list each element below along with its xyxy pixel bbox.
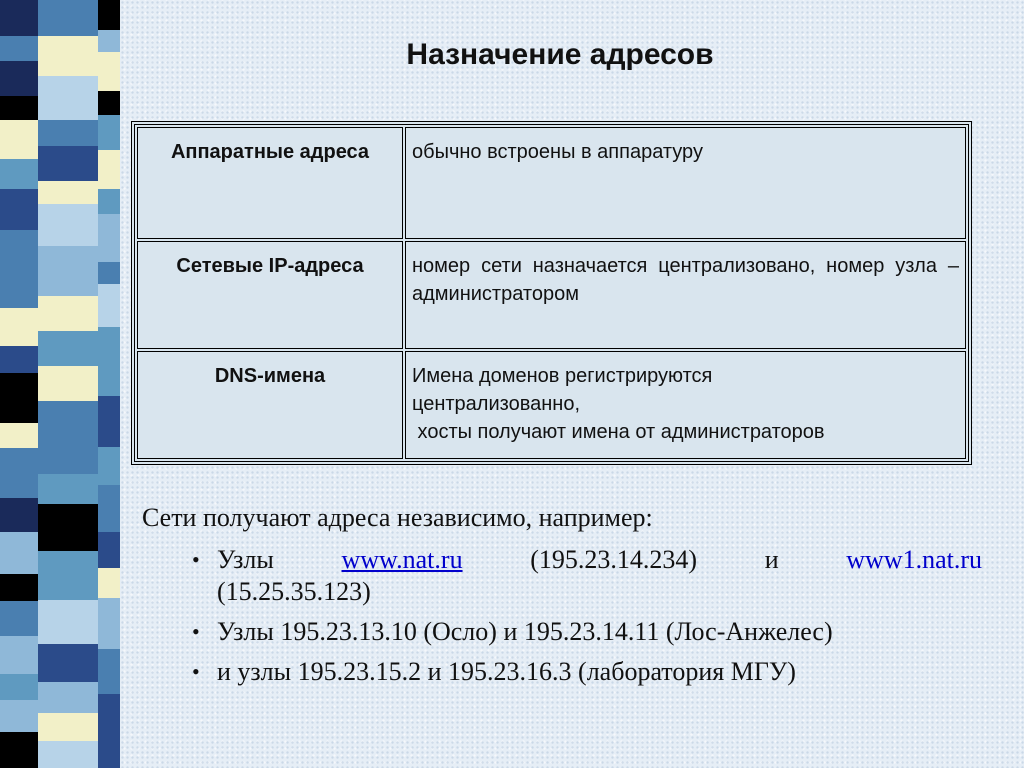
stripe-block [0, 574, 38, 601]
stripe-block [98, 694, 120, 720]
stripe-block [38, 551, 98, 600]
row-text-hardware: обычно встроены в аппаратуру [405, 127, 966, 239]
stripe-block [0, 308, 38, 346]
stripe-block [0, 636, 38, 674]
stripe-block [98, 327, 120, 368]
stripe-block [38, 0, 98, 36]
dns-text-line: централизованно, [412, 393, 581, 415]
bullet-icon: • [192, 619, 200, 644]
stripe-block [98, 0, 120, 30]
row-label-hardware: Аппаратные адреса [137, 127, 403, 239]
stripe-block [98, 649, 120, 694]
dns-text-line: Имена доменов регистрируются [412, 365, 713, 387]
stripe-block [38, 204, 98, 246]
stripe-block [98, 532, 120, 568]
address-table [131, 121, 972, 465]
stripe-block [38, 296, 98, 331]
stripe-block [0, 36, 38, 61]
stripe-block [0, 346, 38, 373]
stripe-block [38, 120, 98, 146]
row-label-dns: DNS-имена [137, 351, 403, 459]
row-label-ip: Сетевые IP-адреса [137, 241, 403, 349]
stripe-block [0, 189, 38, 230]
decorative-stripe-border [0, 0, 120, 768]
stripe-block [0, 532, 38, 574]
stripe-block [38, 246, 98, 296]
stripe-block [0, 700, 38, 732]
stripe-block [0, 159, 38, 189]
stripe-block [38, 504, 98, 551]
list-item [142, 544, 982, 608]
stripe-block [98, 368, 120, 396]
stripe-block [38, 181, 98, 204]
stripe-block [98, 568, 120, 598]
bullet-word: Узлы [217, 545, 274, 574]
stripe-block [0, 498, 38, 532]
dns-text-line: хосты получают имена от администраторов [412, 421, 825, 443]
stripe-block [0, 120, 38, 159]
bullet-text: и узлы 195.23.15.2 и 195.23.16.3 (лаборатория МГУ) [217, 657, 796, 686]
stripe-block [0, 96, 38, 120]
stripe-block [38, 600, 98, 644]
bullet-list [142, 544, 982, 688]
table-row [137, 241, 966, 349]
stripe-block [38, 644, 98, 682]
stripe-block [0, 732, 38, 756]
link-nat-ru[interactable]: www.nat.ru [341, 545, 463, 574]
list-item [142, 616, 982, 648]
stripe-block [38, 36, 98, 76]
conjunction: и [764, 545, 779, 574]
ip-address: (195.23.14.234) [530, 545, 698, 574]
notes-section [142, 500, 982, 696]
bullet-icon: • [192, 659, 200, 684]
ip-address: (15.25.35.123) [217, 577, 371, 606]
stripe-block [98, 485, 120, 532]
stripe-block [38, 331, 98, 366]
stripe-block [38, 401, 98, 430]
stripe-block [98, 262, 120, 284]
row-text-dns [405, 351, 966, 459]
stripe-block [0, 373, 38, 423]
stripe-block [0, 423, 38, 448]
stripe-block [38, 76, 98, 120]
stripe-block [0, 448, 38, 498]
link-www1-nat-ru[interactable]: www1.nat.ru [846, 545, 983, 574]
stripe-block [0, 0, 38, 36]
stripe-block [38, 366, 98, 401]
stripe-block [98, 621, 120, 649]
stripe-block [98, 598, 120, 621]
stripe-block [98, 150, 120, 189]
stripe-block [38, 474, 98, 504]
slide-title: Назначение адресов [406, 38, 714, 71]
stripe-block [0, 266, 38, 308]
stripe-block [98, 423, 120, 447]
stripe-block [38, 713, 98, 741]
stripe-block [98, 91, 120, 115]
table-row [137, 127, 966, 239]
stripe-block [98, 189, 120, 214]
stripe-block [98, 396, 120, 423]
bullet-icon: • [192, 547, 200, 572]
stripe-block [98, 214, 120, 262]
stripe-block [98, 52, 120, 91]
stripe-block [0, 756, 38, 768]
stripe-block [0, 61, 38, 96]
bullet-text: Узлы 195.23.13.10 (Осло) и 195.23.14.11 (Лос-Анжелес) [217, 617, 833, 646]
stripe-block [0, 601, 38, 636]
list-item [142, 656, 982, 688]
stripe-block [98, 760, 120, 768]
row-text-ip: номер сети назначается централизовано, номер узла – администратором [405, 241, 966, 349]
stripe-block [38, 146, 98, 181]
stripe-block [98, 115, 120, 150]
intro-text: Сети получают адреса независимо, например: [142, 503, 653, 532]
stripe-block [98, 720, 120, 760]
stripe-block [0, 674, 38, 700]
stripe-block [98, 447, 120, 485]
table-row [137, 351, 966, 459]
stripe-block [0, 230, 38, 266]
stripe-block [38, 430, 98, 474]
stripe-block [98, 30, 120, 52]
bullet-line [217, 544, 982, 576]
stripe-block [38, 682, 98, 713]
stripe-block [98, 284, 120, 327]
stripe-block [38, 741, 98, 768]
